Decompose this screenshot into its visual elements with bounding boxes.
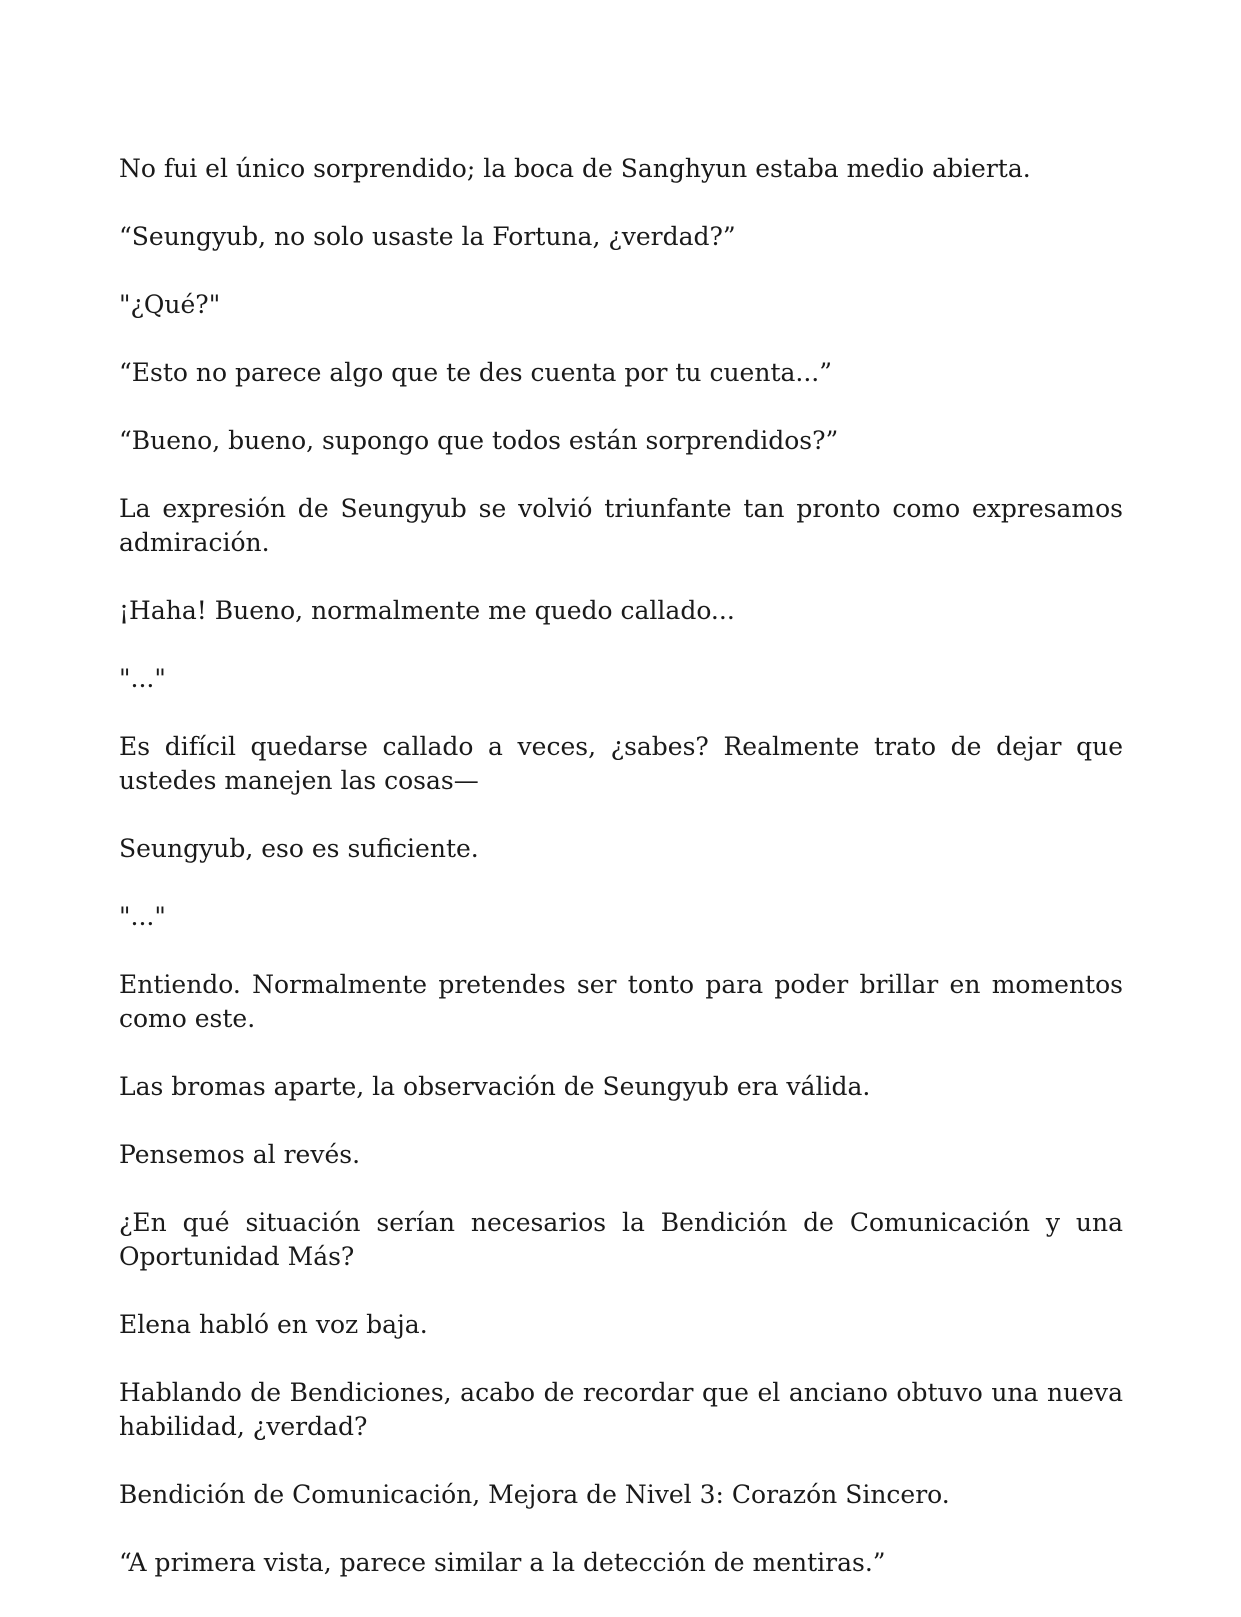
paragraph: “Seungyub, no solo usaste la Fortuna, ¿verdad?” [119, 222, 736, 251]
paragraph: Pensemos al revés. [119, 1140, 361, 1169]
paragraph: Las bromas aparte, la observación de Seungyub era válida. [119, 1072, 871, 1101]
paragraph: "..." [119, 664, 166, 693]
paragraph: “Esto no parece algo que te des cuenta por tu cuenta...” [119, 358, 833, 387]
paragraph: La expresión de Seungyub se volvió triunfante tan pronto como expresamos admiración. [119, 494, 1123, 557]
paragraph: Elena habló en voz baja. [119, 1310, 428, 1339]
paragraph: Es difícil quedarse callado a veces, ¿sabes? Realmente trato de dejar que ustedes manejen las cosas— [119, 732, 1123, 795]
paragraph: "¿Qué?" [119, 290, 221, 319]
paragraph: Entiendo. Normalmente pretendes ser tonto para poder brillar en momentos como este. [119, 970, 1123, 1033]
paragraph: Hablando de Bendiciones, acabo de recordar que el anciano obtuvo una nueva habilidad, ¿verdad? [119, 1378, 1123, 1441]
paragraph: No fui el único sorprendido; la boca de Sanghyun estaba medio abierta. [119, 154, 1031, 183]
paragraph: “A primera vista, parece similar a la detección de mentiras.” [119, 1548, 886, 1577]
document-body [119, 152, 1123, 1614]
paragraph: "..." [119, 902, 166, 931]
paragraph: Bendición de Comunicación, Mejora de Nivel 3: Corazón Sincero. [119, 1480, 950, 1509]
paragraph: ¡Haha! Bueno, normalmente me quedo callado... [119, 596, 735, 625]
paragraph: Seungyub, eso es suficiente. [119, 834, 479, 863]
paragraph: “Bueno, bueno, supongo que todos están sorprendidos?” [119, 426, 839, 455]
paragraph: ¿En qué situación serían necesarios la Bendición de Comunicación y una Oportunidad Más? [119, 1208, 1123, 1271]
